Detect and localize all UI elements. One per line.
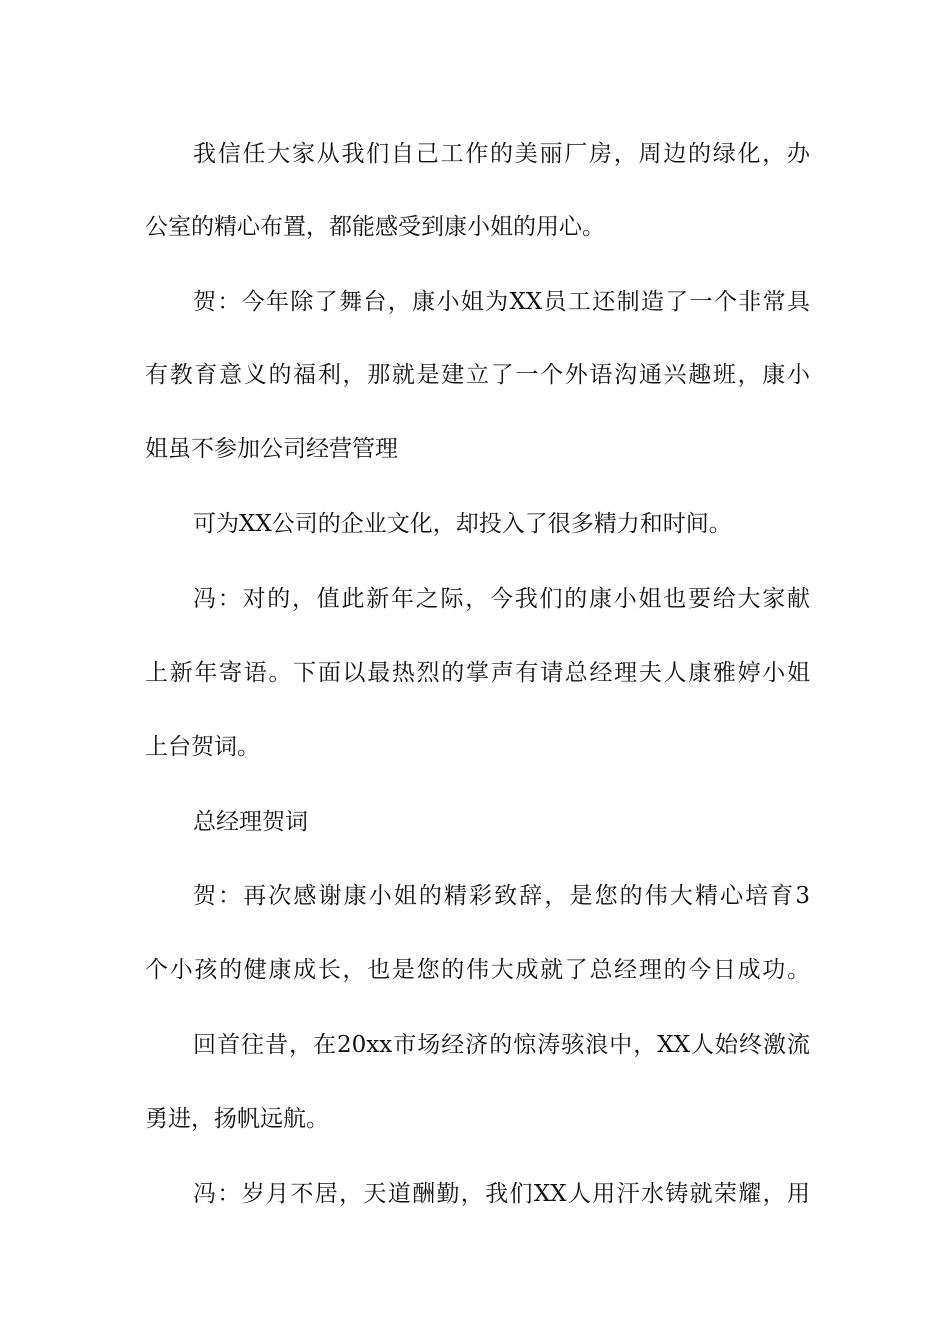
paragraph-line: 冯：岁月不居，天道酬勤，我们XX人用汗水铸就荣耀，用 — [193, 1181, 810, 1207]
paragraph-line: 公室的精心布置，都能感受到康小姐的用心。 — [145, 214, 605, 240]
section-heading: 总经理贺词 — [193, 809, 308, 835]
paragraph-line: 可为XX公司的企业文化，却投入了很多精力和时间。 — [193, 511, 732, 537]
paragraph-line: 贺：今年除了舞台，康小姐为XX员工还制造了一个非常具 — [193, 289, 810, 315]
paragraph-line: 个小孩的健康成长，也是您的伟大成就了总经理的今日成功。 — [145, 957, 810, 983]
paragraph-line: 冯：对的，值此新年之际，今我们的康小姐也要给大家献 — [193, 586, 810, 612]
paragraph-line: 上新年寄语。下面以最热烈的掌声有请总经理夫人康雅婷小姐 — [145, 660, 810, 686]
paragraph-line: 有教育意义的福利，那就是建立了一个外语沟通兴趣班，康小 — [145, 362, 810, 388]
paragraph-line: 勇进，扬帆远航。 — [145, 1106, 329, 1132]
paragraph-line: 姐虽不参加公司经营管理 — [145, 436, 398, 462]
paragraph-line: 回首往昔，在20xx市场经济的惊涛骇浪中，XX人始终激流 — [193, 1032, 810, 1058]
paragraph-line: 上台贺词。 — [145, 734, 260, 760]
paragraph-line: 我信任大家从我们自己工作的美丽厂房，周边的绿化，办 — [193, 141, 810, 167]
paragraph-line: 贺：再次感谢康小姐的精彩致辞，是您的伟大精心培育3 — [193, 883, 810, 909]
